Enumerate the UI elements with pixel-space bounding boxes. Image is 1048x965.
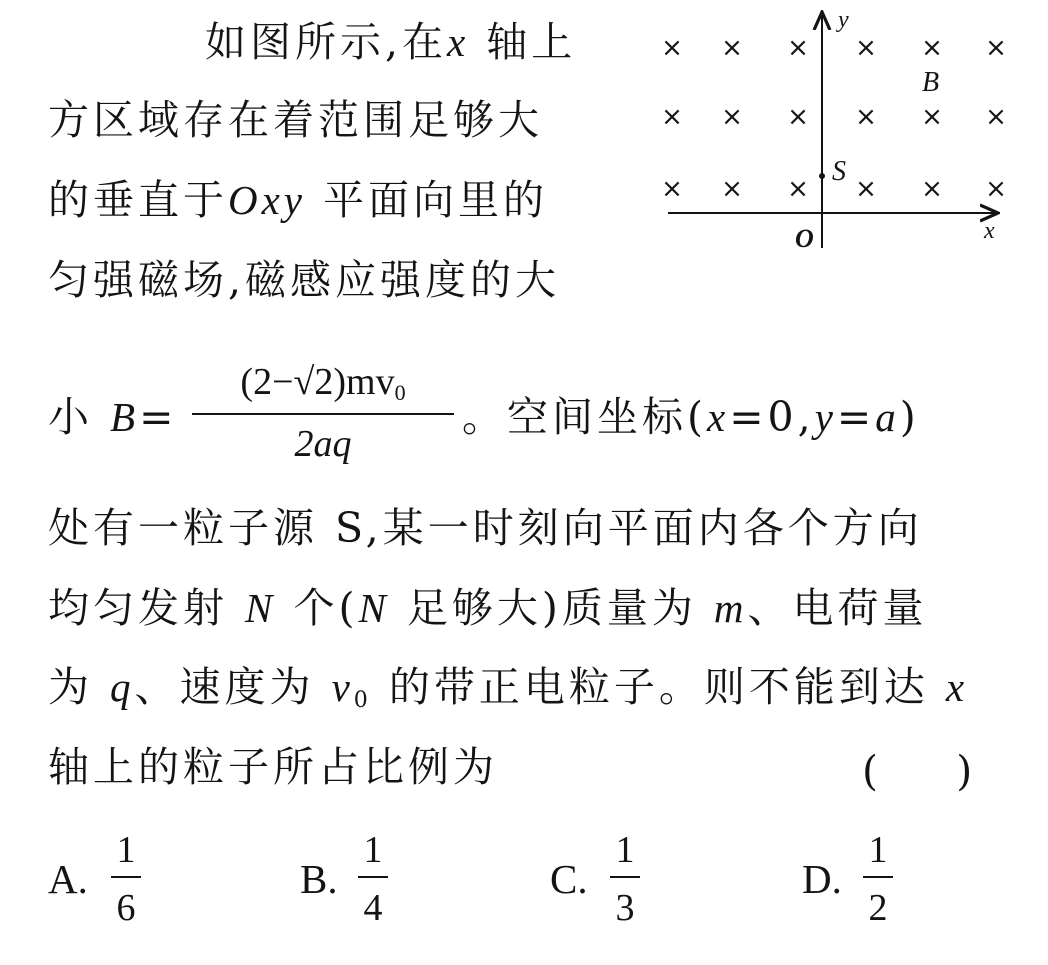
- question-line-1: 如图所示,在x 轴上: [205, 18, 577, 66]
- question-line-9: 轴上的粒子所占比例为: [48, 743, 498, 791]
- field-cross-mark: ×: [855, 33, 877, 63]
- field-cross-mark: ×: [921, 174, 943, 204]
- source-s-label: S: [832, 156, 846, 187]
- field-cross-mark: ×: [721, 33, 743, 63]
- field-cross-mark: ×: [661, 102, 683, 132]
- field-cross-mark: ×: [721, 174, 743, 204]
- question-line-2: 方区域存在着范围足够大: [48, 96, 543, 144]
- question-line-5-end: 。空间坐标(x=0,y=a): [462, 393, 920, 441]
- origin-label: O: [795, 224, 814, 253]
- question-line-4: 匀强磁场,磁感应强度的大: [48, 256, 561, 304]
- question-line-8: 为 q、速度为 $v_0$ 的带正电粒子。则不能到达 x: [48, 663, 969, 713]
- answer-parentheses: ( ): [862, 747, 973, 795]
- option-a-label: A.: [48, 856, 88, 902]
- field-cross-mark: ×: [721, 102, 743, 132]
- question-line-6: 处有一粒子源 S,某一时刻向平面内各个方向: [48, 504, 923, 552]
- question-line-5-start: 小 B=: [48, 393, 178, 441]
- b-formula-numerator: $(2-√2)mv_0$: [240, 361, 406, 405]
- y-axis-label: y: [838, 7, 849, 33]
- field-cross-mark: ×: [985, 33, 1007, 63]
- field-cross-mark: ×: [787, 102, 809, 132]
- field-cross-mark: ×: [985, 102, 1007, 132]
- field-cross-mark: ×: [855, 102, 877, 132]
- b-formula-denominator: 2aq: [294, 423, 352, 465]
- option-b-label: B.: [300, 856, 338, 902]
- fraction-bar: [192, 413, 454, 415]
- magnetic-field-figure: [0, 0, 1048, 304]
- question-line-7: 均匀发射 N 个(N 足够大)质量为 m、电荷量: [48, 584, 928, 632]
- field-cross-mark: ×: [921, 33, 943, 63]
- source-point: [819, 173, 825, 179]
- field-b-label: B: [922, 67, 940, 98]
- field-cross-mark: ×: [985, 174, 1007, 204]
- field-cross-mark: ×: [661, 33, 683, 63]
- question-line-3: 的垂直于Oxy 平面向里的: [48, 176, 549, 224]
- x-axis-label: x: [984, 218, 995, 244]
- option-c-label: C.: [550, 856, 588, 902]
- field-cross-mark: ×: [855, 174, 877, 204]
- b-formula-fraction: [192, 360, 454, 470]
- option-d-label: D.: [802, 856, 842, 902]
- field-cross-mark: ×: [921, 102, 943, 132]
- field-cross-mark: ×: [787, 174, 809, 204]
- field-cross-mark: ×: [787, 33, 809, 63]
- field-cross-mark: ×: [661, 174, 683, 204]
